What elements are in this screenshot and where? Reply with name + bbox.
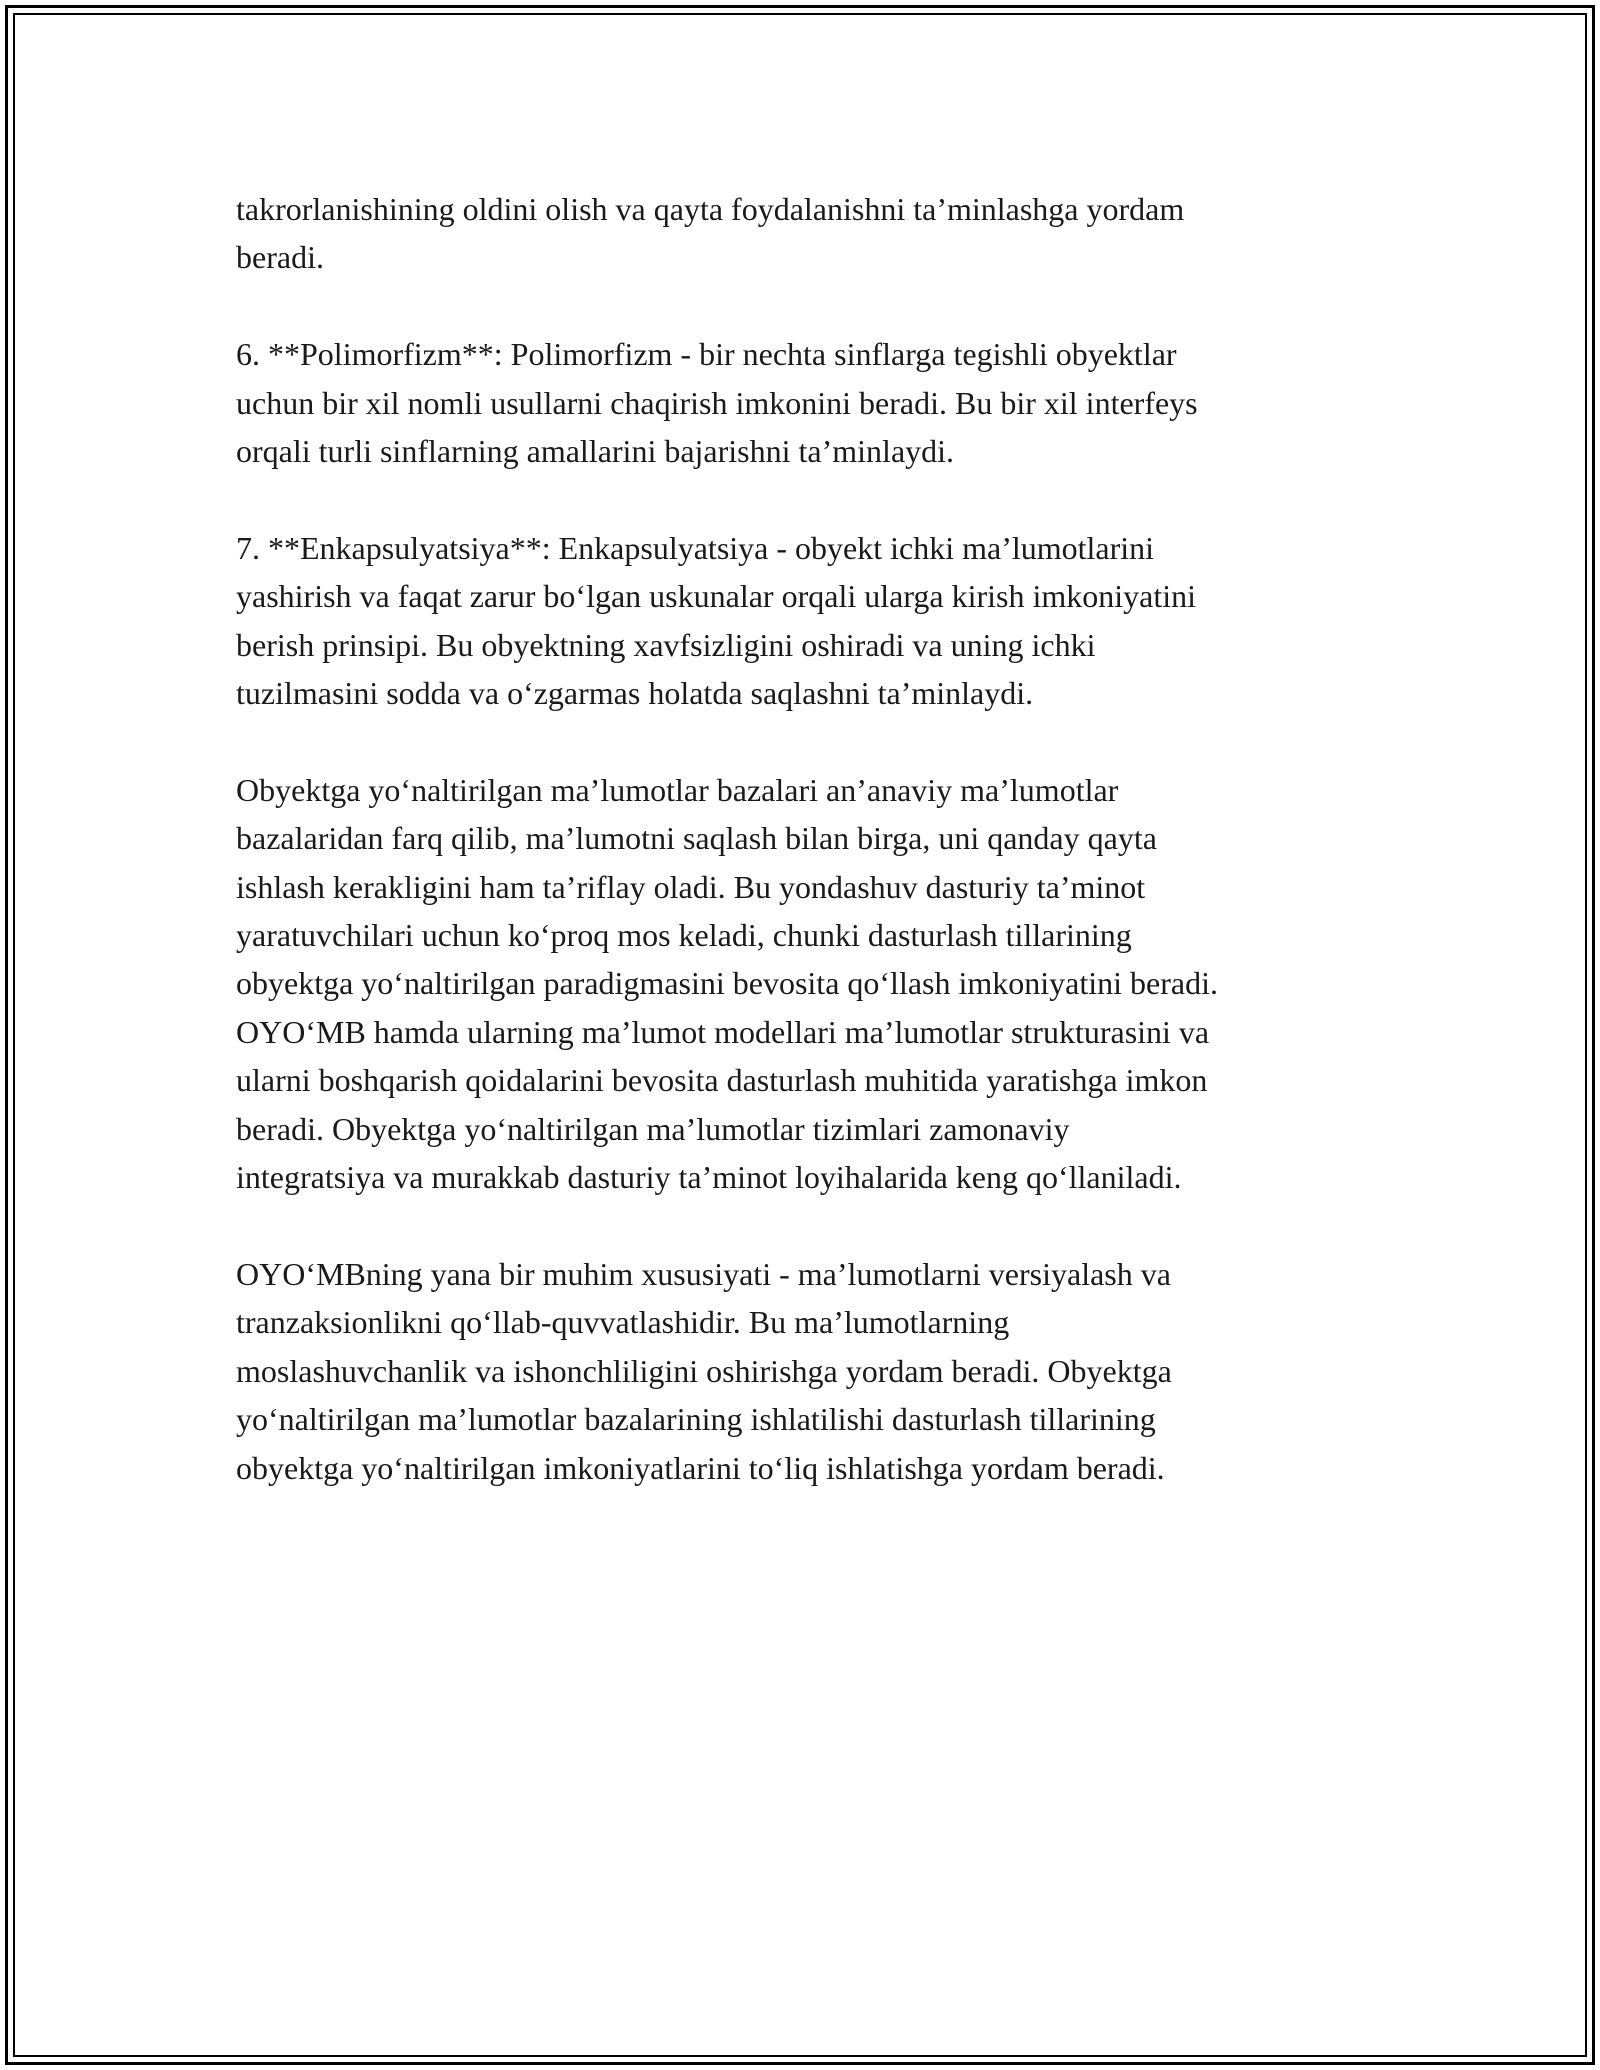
document-body [236,185,1376,1540]
text-line: takrorlanishining oldini olish va qayta foydalanishni ta’minlashga yordam [236,191,1185,227]
text-line: 6. **Polimorfizm**: Polimorfizm - bir nechta sinflarga tegishli obyektlar [236,336,1177,373]
text-line: OYO‘MBning yana bir muhim xususiyati - ma’lumotlarni versiyalash va [236,1255,1171,1292]
paragraph-enkapsulyatsiya [236,524,1376,718]
text-line: uchun bir xil nomli usullarni chaqirish imkonini beradi. Bu bir xil interfeys [236,384,1198,421]
text-line: beradi. [236,239,324,276]
text-line: 7. **Enkapsulyatsiya**: Enkapsulyatsiya - obyekt ichki ma’lumotlarini [236,529,1155,566]
text-line: yaratuvchilari uchun ko‘proq mos keladi, chunki dasturlash tillarining [236,917,1132,954]
text-line: orqali turli sinflarning amallarini bajarishni ta’minlaydi. [236,433,955,470]
paragraph [236,1250,1376,1492]
text-line: OYO‘MB hamda ularning ma’lumot modellari ma’lumotlar strukturasini va [236,1013,1210,1050]
text-line: moslashuvchanlik va ishonchliligini oshirishga yordam beradi. Obyektga [236,1352,1172,1389]
text-line: obyektga yo‘naltirilgan imkoniyatlarini to‘liq ishlatishga yordam beradi. [236,1449,1165,1486]
text-line: yo‘naltirilgan ma’lumotlar bazalarining ishlatilishi dasturlash tillarining [236,1401,1156,1438]
paragraph [236,185,1376,282]
text-line: beradi. Obyektga yo‘naltirilgan ma’lumotlar tizimlari zamonaviy [236,1110,1070,1147]
text-line: ularni boshqarish qoidalarini bevosita dasturlash muhitida yaratishga imkon [236,1062,1208,1099]
text-line: obyektga yo‘naltirilgan paradigmasini bevosita qo‘llash imkoniyatini beradi. [236,965,1218,1002]
text-line: berish prinsipi. Bu obyektning xavfsizligini oshiradi va uning ichki [236,626,1096,663]
text-line: integratsiya va murakkab dasturiy ta’minot loyihalarida keng qo‘llaniladi. [236,1159,1182,1196]
text-line: bazalaridan farq qilib, ma’lumotni saqlash bilan birga, uni qanday qayta [236,820,1157,857]
paragraph-polimorfizm [236,330,1376,475]
text-line: tuzilmasini sodda va o‘zgarmas holatda saqlashni ta’minlaydi. [236,675,1034,712]
text-line: Obyektga yo‘naltirilgan ma’lumotlar bazalari an’anaviy ma’lumotlar [236,771,1119,808]
paragraph [236,766,1376,1202]
text-line: yashirish va faqat zarur bo‘lgan uskunalar orqali ularga kirish imkoniyatini [236,578,1197,615]
text-line: tranzaksionlikni qo‘llab-quvvatlashidir. Bu ma’lumotlarning [236,1304,1010,1341]
text-line: ishlash kerakligini ham ta’riflay oladi. Bu yondashuv dasturiy ta’minot [236,868,1146,905]
